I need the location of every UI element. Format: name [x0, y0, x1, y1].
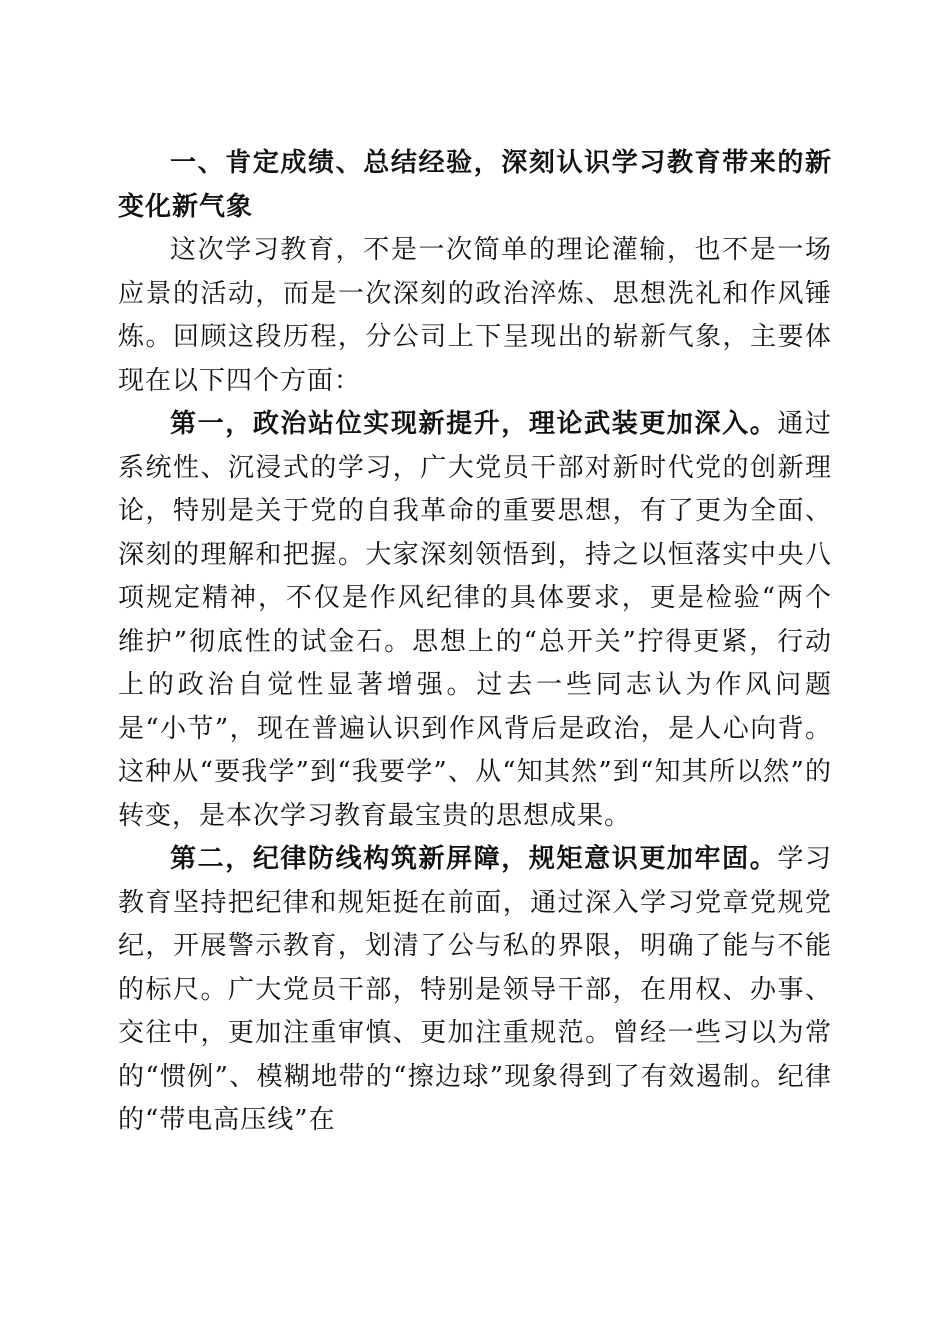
section-heading: 一、肯定成绩、总结经验，深刻认识学习教育带来的新变化新气象 [118, 148, 832, 222]
point-two-paragraph [118, 838, 832, 1143]
point-one-lead: 第一，政治站位实现新提升，理论武装更加深入。 [170, 409, 778, 439]
point-one-paragraph [118, 403, 832, 838]
point-two-lead: 第二，纪律防线构筑新屏障，规矩意识更加牢固。 [170, 844, 778, 874]
point-one-body: 通过系统性、沉浸式的学习，广大党员干部对新时代党的创新理论，特别是关于党的自我革命的重要思想，有了更为全面、深刻的理解和把握。大家深刻领悟到，持之以恒落实中央八项规定精神，不仅是作风纪律的具体要求，更是检验“两个维护”彻底性的试金石。思想上的“总开关”拧得更紧，行动上的政治自觉性显著增强。过去一些同志认为作风问题是“小节”，现在普遍认识到作风背后是政治，是人心向背。这种从“要我学”到“我要学”、从“知其然”到“知其所以然”的转变，是本次学习教育最宝贵的思想成果。 [118, 409, 832, 831]
intro-paragraph: 这次学习教育，不是一次简单的理论灌输，也不是一场应景的活动，而是一次深刻的政治淬炼、思想洗礼和作风锤炼。回顾这段历程，分公司上下呈现出的崭新气象，主要体现在以下四个方面： [118, 235, 832, 396]
point-two-body: 学习教育坚持把纪律和规矩挺在前面，通过深入学习党章党规党纪，开展警示教育，划清了公与私的界限，明确了能与不能的标尺。广大党员干部，特别是领导干部，在用权、办事、交往中，更加注重审慎、更加注重规范。曾经一些习以为常的“惯例”、模糊地带的“擦边球”现象得到了有效遏制。纪律的“带电高压线”在 [118, 844, 832, 1135]
document-body [118, 142, 832, 1143]
